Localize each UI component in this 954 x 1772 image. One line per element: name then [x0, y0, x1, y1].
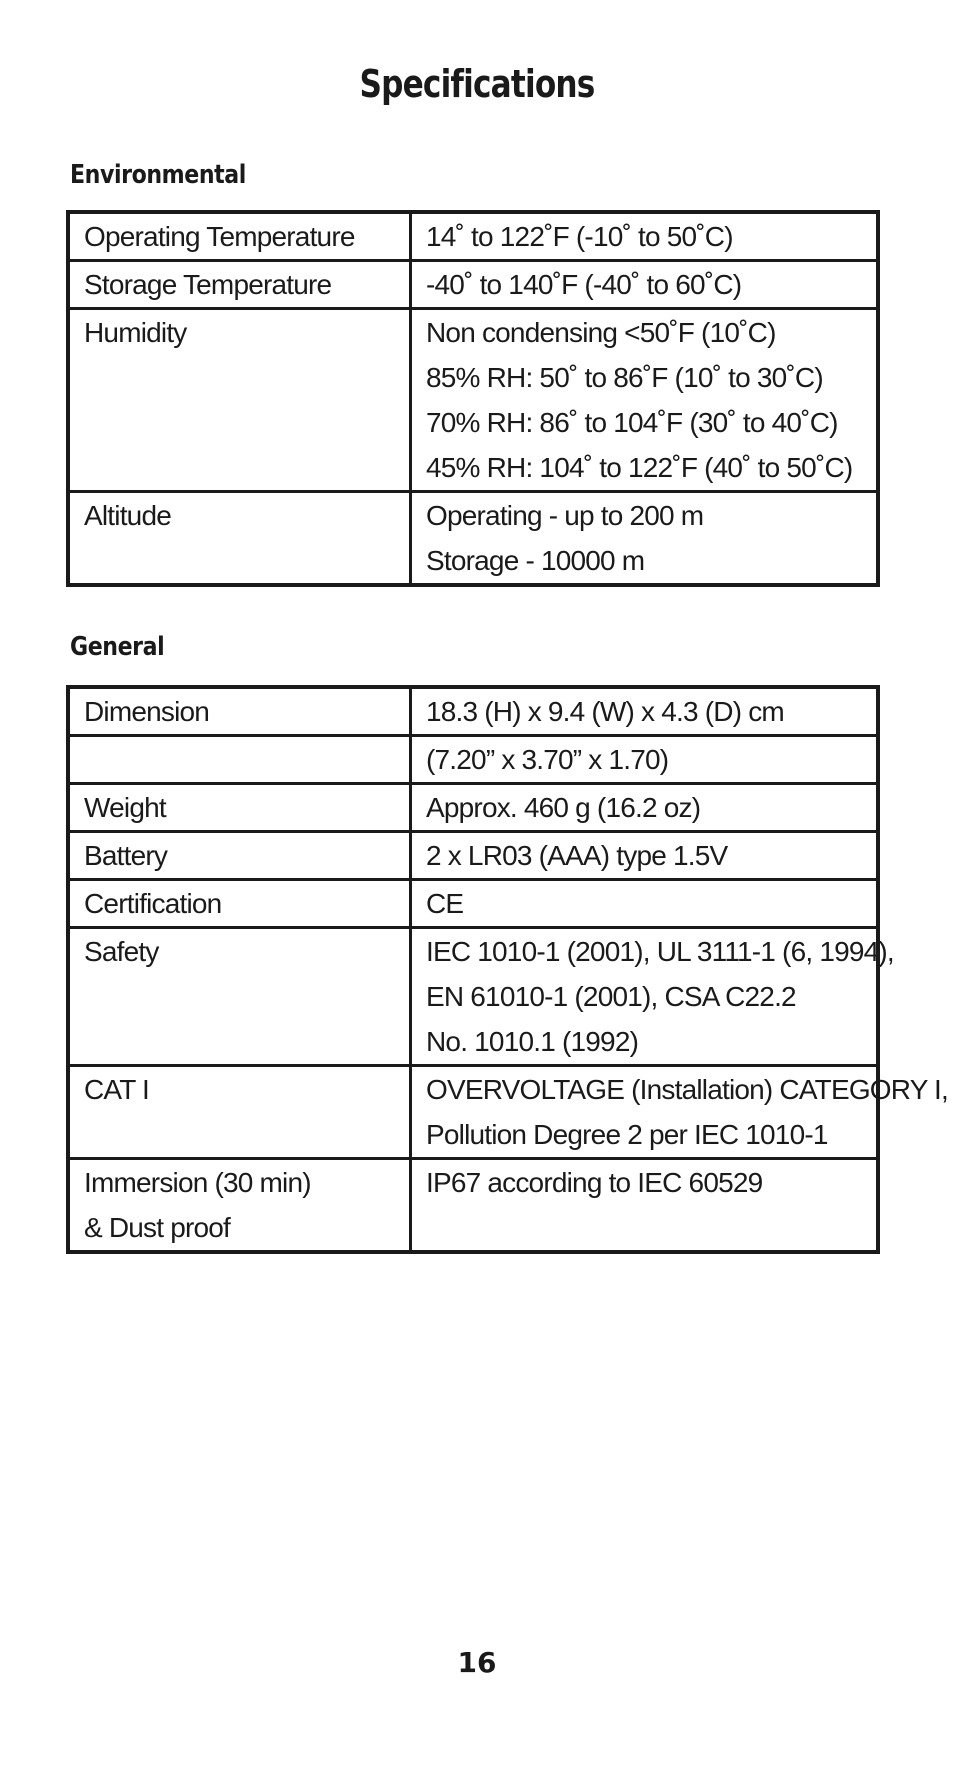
- spec-value: [411, 687, 879, 736]
- spec-value: [411, 1159, 879, 1253]
- spec-row: [68, 1066, 878, 1159]
- spec-label: [68, 492, 411, 586]
- spec-row: [68, 687, 878, 736]
- spec-value: [411, 784, 879, 832]
- spec-label: [68, 261, 411, 309]
- spec-row: [68, 736, 878, 784]
- spec-row: [68, 928, 878, 1066]
- spec-value-line: 2 x LR03 (AAA) type 1.5V: [426, 840, 728, 871]
- spec-label-line: Battery: [84, 840, 168, 871]
- spec-value-line: 85% RH: 50˚ to 86˚F (10˚ to 30˚C): [426, 362, 823, 393]
- spec-value-line: IP67 according to IEC 60529: [426, 1167, 763, 1198]
- spec-label-line: Humidity: [84, 317, 187, 348]
- spec-value-line: 18.3 (H) x 9.4 (W) x 4.3 (D) cm: [426, 696, 784, 727]
- spec-value-line: Operating - up to 200 m: [426, 500, 704, 531]
- spec-label: [68, 880, 411, 928]
- spec-label: [68, 784, 411, 832]
- spec-label: [68, 1159, 411, 1253]
- spec-label-line: Certification: [84, 888, 222, 919]
- spec-label: [68, 1066, 411, 1159]
- spec-label-line: [84, 737, 409, 782]
- spec-label-line: Weight: [84, 792, 166, 823]
- spec-label: [68, 687, 411, 736]
- spec-label-line: Storage Temperature: [84, 269, 332, 300]
- environmental-table: [66, 210, 880, 587]
- spec-value: [411, 1066, 948, 1159]
- spec-row: [68, 261, 878, 309]
- spec-value-line: No. 1010.1 (1992): [426, 1026, 639, 1057]
- spec-value: [411, 212, 879, 261]
- spec-value-line: IEC 1010-1 (2001), UL 3111-1 (6, 1994),: [426, 936, 894, 967]
- spec-value: [411, 928, 894, 1066]
- spec-value-line: OVERVOLTAGE (Installation) CATEGORY I,: [426, 1074, 948, 1105]
- spec-label: [68, 309, 411, 492]
- page-title: Specifications: [359, 62, 595, 106]
- spec-row: [68, 492, 878, 586]
- spec-value: [411, 261, 879, 309]
- spec-value-line: 14˚ to 122˚F (-10˚ to 50˚C): [426, 221, 733, 252]
- spec-value: [411, 832, 879, 880]
- spec-label-line: CAT I: [84, 1074, 149, 1105]
- spec-value-line: EN 61010-1 (2001), CSA C22.2: [426, 981, 796, 1012]
- spec-value-line: Pollution Degree 2 per IEC 1010-1: [426, 1119, 828, 1150]
- spec-value-line: CE: [426, 888, 464, 919]
- spec-value-line: 45% RH: 104˚ to 122˚F (40˚ to 50˚C): [426, 452, 853, 483]
- spec-row: [68, 880, 878, 928]
- spec-label: [68, 212, 411, 261]
- spec-label: [68, 928, 411, 1066]
- environmental-heading: Environmental: [70, 160, 246, 190]
- page-number: 16: [457, 1646, 497, 1679]
- spec-label-line: Safety: [84, 936, 159, 967]
- spec-label-line: Immersion (30 min): [84, 1167, 311, 1198]
- spec-value: [411, 492, 879, 586]
- spec-label-line: Altitude: [84, 500, 171, 531]
- spec-value-line: -40˚ to 140˚F (-40˚ to 60˚C): [426, 269, 742, 300]
- spec-value-line: Storage - 10000 m: [426, 545, 645, 576]
- spec-row: [68, 1159, 878, 1253]
- spec-label: [68, 832, 411, 880]
- general-table: [66, 685, 948, 1254]
- spec-row: [68, 309, 878, 492]
- spec-value-line: 70% RH: 86˚ to 104˚F (30˚ to 40˚C): [426, 407, 838, 438]
- spec-value-line: Approx. 460 g (16.2 oz): [426, 792, 701, 823]
- spec-value: [411, 736, 879, 784]
- spec-label-line: & Dust proof: [84, 1212, 231, 1243]
- spec-value-line: Non condensing <50˚F (10˚C): [426, 317, 776, 348]
- spec-value: [411, 309, 879, 492]
- spec-label-line: Operating Temperature: [84, 221, 355, 252]
- spec-label: [68, 736, 411, 784]
- spec-value-line: (7.20” x 3.70” x 1.70): [426, 744, 669, 775]
- spec-value: [411, 880, 879, 928]
- spec-label-line: Dimension: [84, 696, 210, 727]
- general-heading: General: [70, 632, 165, 662]
- spec-row: [68, 784, 878, 832]
- spec-row: [68, 832, 878, 880]
- spec-row: [68, 212, 878, 261]
